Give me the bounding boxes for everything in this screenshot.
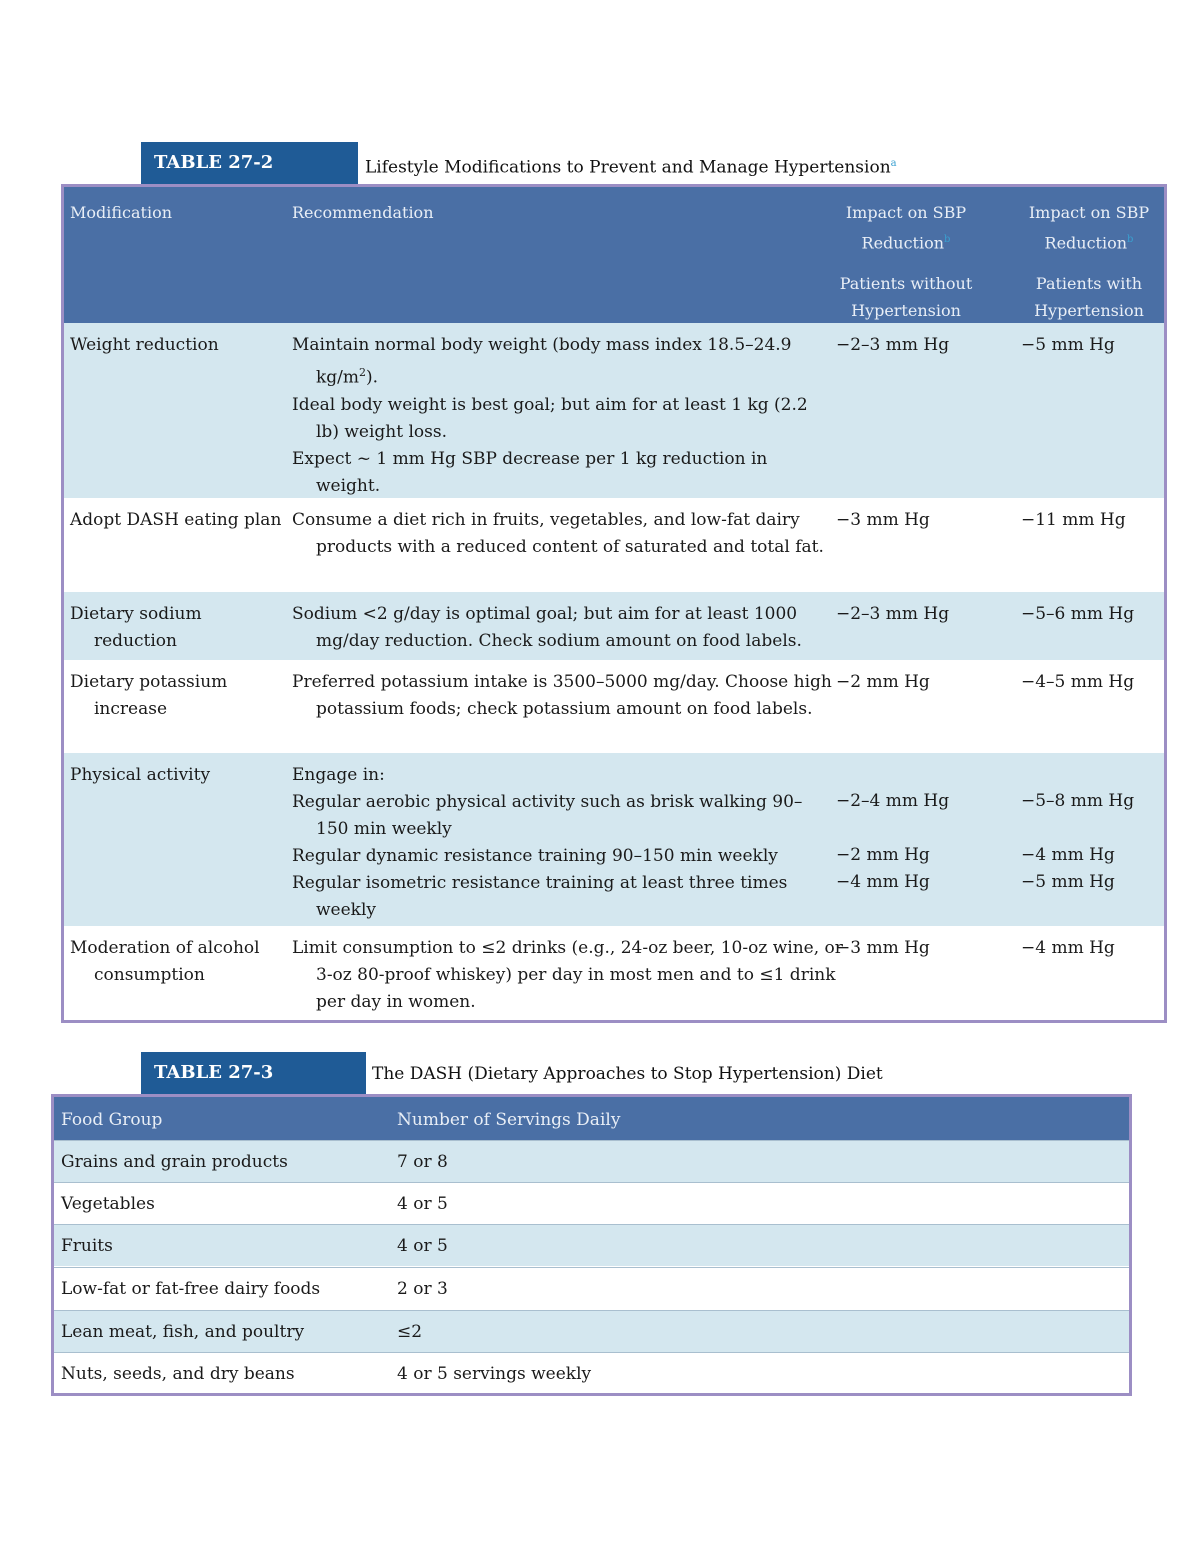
- food-group-cell: Lean meat, fish, and poultry: [61, 1322, 305, 1342]
- servings-cell: 7 or 8: [397, 1152, 448, 1172]
- servings-cell: 4 or 5: [397, 1236, 448, 1256]
- food-group-cell: Vegetables: [61, 1194, 155, 1214]
- impact-with-cell: −11 mm Hg: [1021, 510, 1126, 530]
- recommendation-text: Maintain normal body weight (body mass index 18.5–24.9 kg/m: [292, 335, 792, 388]
- table-row: [54, 1352, 1129, 1394]
- servings-cell: 4 or 5 servings weekly: [397, 1364, 592, 1384]
- servings-cell: 4 or 5: [397, 1194, 448, 1214]
- servings-cell: 2 or 3: [397, 1279, 448, 1299]
- header-impact-with: [1014, 199, 1164, 324]
- table-row: [64, 926, 1164, 1023]
- impact-without-cell: −3 mm Hg: [836, 510, 930, 530]
- recommendation-line: [292, 332, 827, 392]
- impact-with-cell: −5 mm Hg: [1021, 335, 1115, 355]
- table-row: [54, 1267, 1129, 1309]
- recommendation-cell: Limit consumption to ≤2 drinks (e.g., 24-oz beer, 10-oz wine, or 3-oz 80-proof whiskey) per day in most men and to ≤1 drink per day in women.: [292, 938, 843, 1012]
- table-27-3-tag: TABLE 27-3: [141, 1052, 366, 1094]
- table-row: [54, 1182, 1129, 1224]
- impact-without-cell: −2 mm Hg: [836, 672, 930, 692]
- recommendation-line: Expect ~ 1 mm Hg SBP decrease per 1 kg reduction in weight.: [292, 448, 768, 496]
- impact-with-cell: −5 mm Hg: [1021, 872, 1115, 892]
- header-modification: Modification: [70, 203, 173, 222]
- table-27-3-caption: [141, 1052, 941, 1094]
- table-header-row: [54, 1097, 1129, 1140]
- header-impact-without-sub: Patients without Hypertension: [839, 274, 973, 321]
- table-header-row: [64, 187, 1164, 323]
- recommendation-line: Ideal body weight is best goal; but aim for at least 1 kg (2.2 lb) weight loss.: [292, 394, 808, 442]
- superscript-2: 2: [359, 366, 367, 379]
- food-group-cell: Low-fat or fat-free dairy foods: [61, 1279, 321, 1299]
- recommendation-line: Regular isometric resistance training at least three times weekly: [292, 873, 788, 920]
- recommendation-cell: [292, 332, 827, 500]
- table-row: [54, 1140, 1129, 1182]
- header-recommendation: Recommendation: [292, 203, 434, 222]
- table-row: [54, 1310, 1129, 1352]
- recommendation-text: ).: [366, 367, 379, 388]
- food-group-cell: Nuts, seeds, and dry beans: [61, 1364, 295, 1384]
- header-impact-without-title: Impact on SBP Reduction: [845, 203, 967, 253]
- table-row: [64, 660, 1164, 753]
- impact-with-cell: −5–8 mm Hg: [1021, 791, 1135, 811]
- impact-without-cell: −2–3 mm Hg: [836, 335, 950, 355]
- impact-with-cell: −4 mm Hg: [1021, 938, 1115, 958]
- impact-with-cell: −4 mm Hg: [1021, 845, 1115, 865]
- table-27-2-title: [365, 142, 897, 184]
- recommendation-cell: Consume a diet rich in fruits, vegetables, and low-fat dairy products with a reduced content of saturated and total fat.: [292, 510, 824, 557]
- table-27-2-title-text: Lifestyle Modifications to Prevent and Manage Hypertension: [365, 157, 891, 178]
- modification-cell: Dietary sodium reduction: [70, 604, 202, 651]
- table-27-2-caption: [141, 142, 941, 184]
- recommendation-line: Engage in:: [292, 765, 385, 785]
- modification-cell: Weight reduction: [70, 335, 219, 355]
- food-group-cell: Grains and grain products: [61, 1152, 288, 1172]
- modification-cell: Moderation of alcohol consumption: [70, 938, 260, 985]
- table-row: [54, 1224, 1129, 1266]
- recommendation-cell: Preferred potassium intake is 3500–5000 mg/day. Choose high potassium foods; check potassium amount on food labels.: [292, 672, 832, 719]
- dash-diet-table: [51, 1094, 1132, 1396]
- header-impact-without: [826, 199, 986, 324]
- recommendation-line: Regular dynamic resistance training 90–150 min weekly: [292, 846, 778, 866]
- lifestyle-modifications-table: [61, 184, 1167, 1023]
- impact-without-cell: −2–3 mm Hg: [836, 604, 950, 624]
- recommendation-cell: [292, 762, 827, 924]
- impact-without-cell: −3 mm Hg: [836, 938, 930, 958]
- recommendation-cell: Sodium <2 g/day is optimal goal; but aim for at least 1000 mg/day reduction. Check sodium amount on food labels.: [292, 604, 802, 651]
- footnote-b-link[interactable]: b: [1127, 234, 1134, 245]
- modification-cell: Dietary potassium increase: [70, 672, 228, 719]
- footnote-a-link[interactable]: a: [890, 158, 897, 169]
- recommendation-line: Regular aerobic physical activity such as brisk walking 90–150 min weekly: [292, 792, 803, 839]
- table-27-2-tag: TABLE 27-2: [141, 142, 358, 184]
- footnote-b-link[interactable]: b: [944, 234, 951, 245]
- servings-cell: ≤2: [397, 1322, 423, 1342]
- impact-without-cell: −2–4 mm Hg: [836, 791, 950, 811]
- modification-cell: Adopt DASH eating plan: [70, 510, 282, 530]
- header-impact-with-sub: Patients with Hypertension: [1034, 274, 1144, 321]
- food-group-cell: Fruits: [61, 1236, 113, 1256]
- impact-without-cell: −2 mm Hg: [836, 845, 930, 865]
- table-row: [64, 498, 1164, 592]
- impact-without-cell: −4 mm Hg: [836, 872, 930, 892]
- table-row: [64, 323, 1164, 498]
- table-row: [64, 753, 1164, 926]
- impact-with-cell: −5–6 mm Hg: [1021, 604, 1135, 624]
- modification-cell: Physical activity: [70, 765, 211, 785]
- table-row: [64, 592, 1164, 660]
- header-servings: Number of Servings Daily: [397, 1110, 621, 1130]
- table-27-3-title: The DASH (Dietary Approaches to Stop Hypertension) Diet: [372, 1064, 883, 1084]
- header-impact-with-title: Impact on SBP Reduction: [1028, 203, 1150, 253]
- header-food-group: Food Group: [61, 1110, 163, 1130]
- impact-with-cell: −4–5 mm Hg: [1021, 672, 1135, 692]
